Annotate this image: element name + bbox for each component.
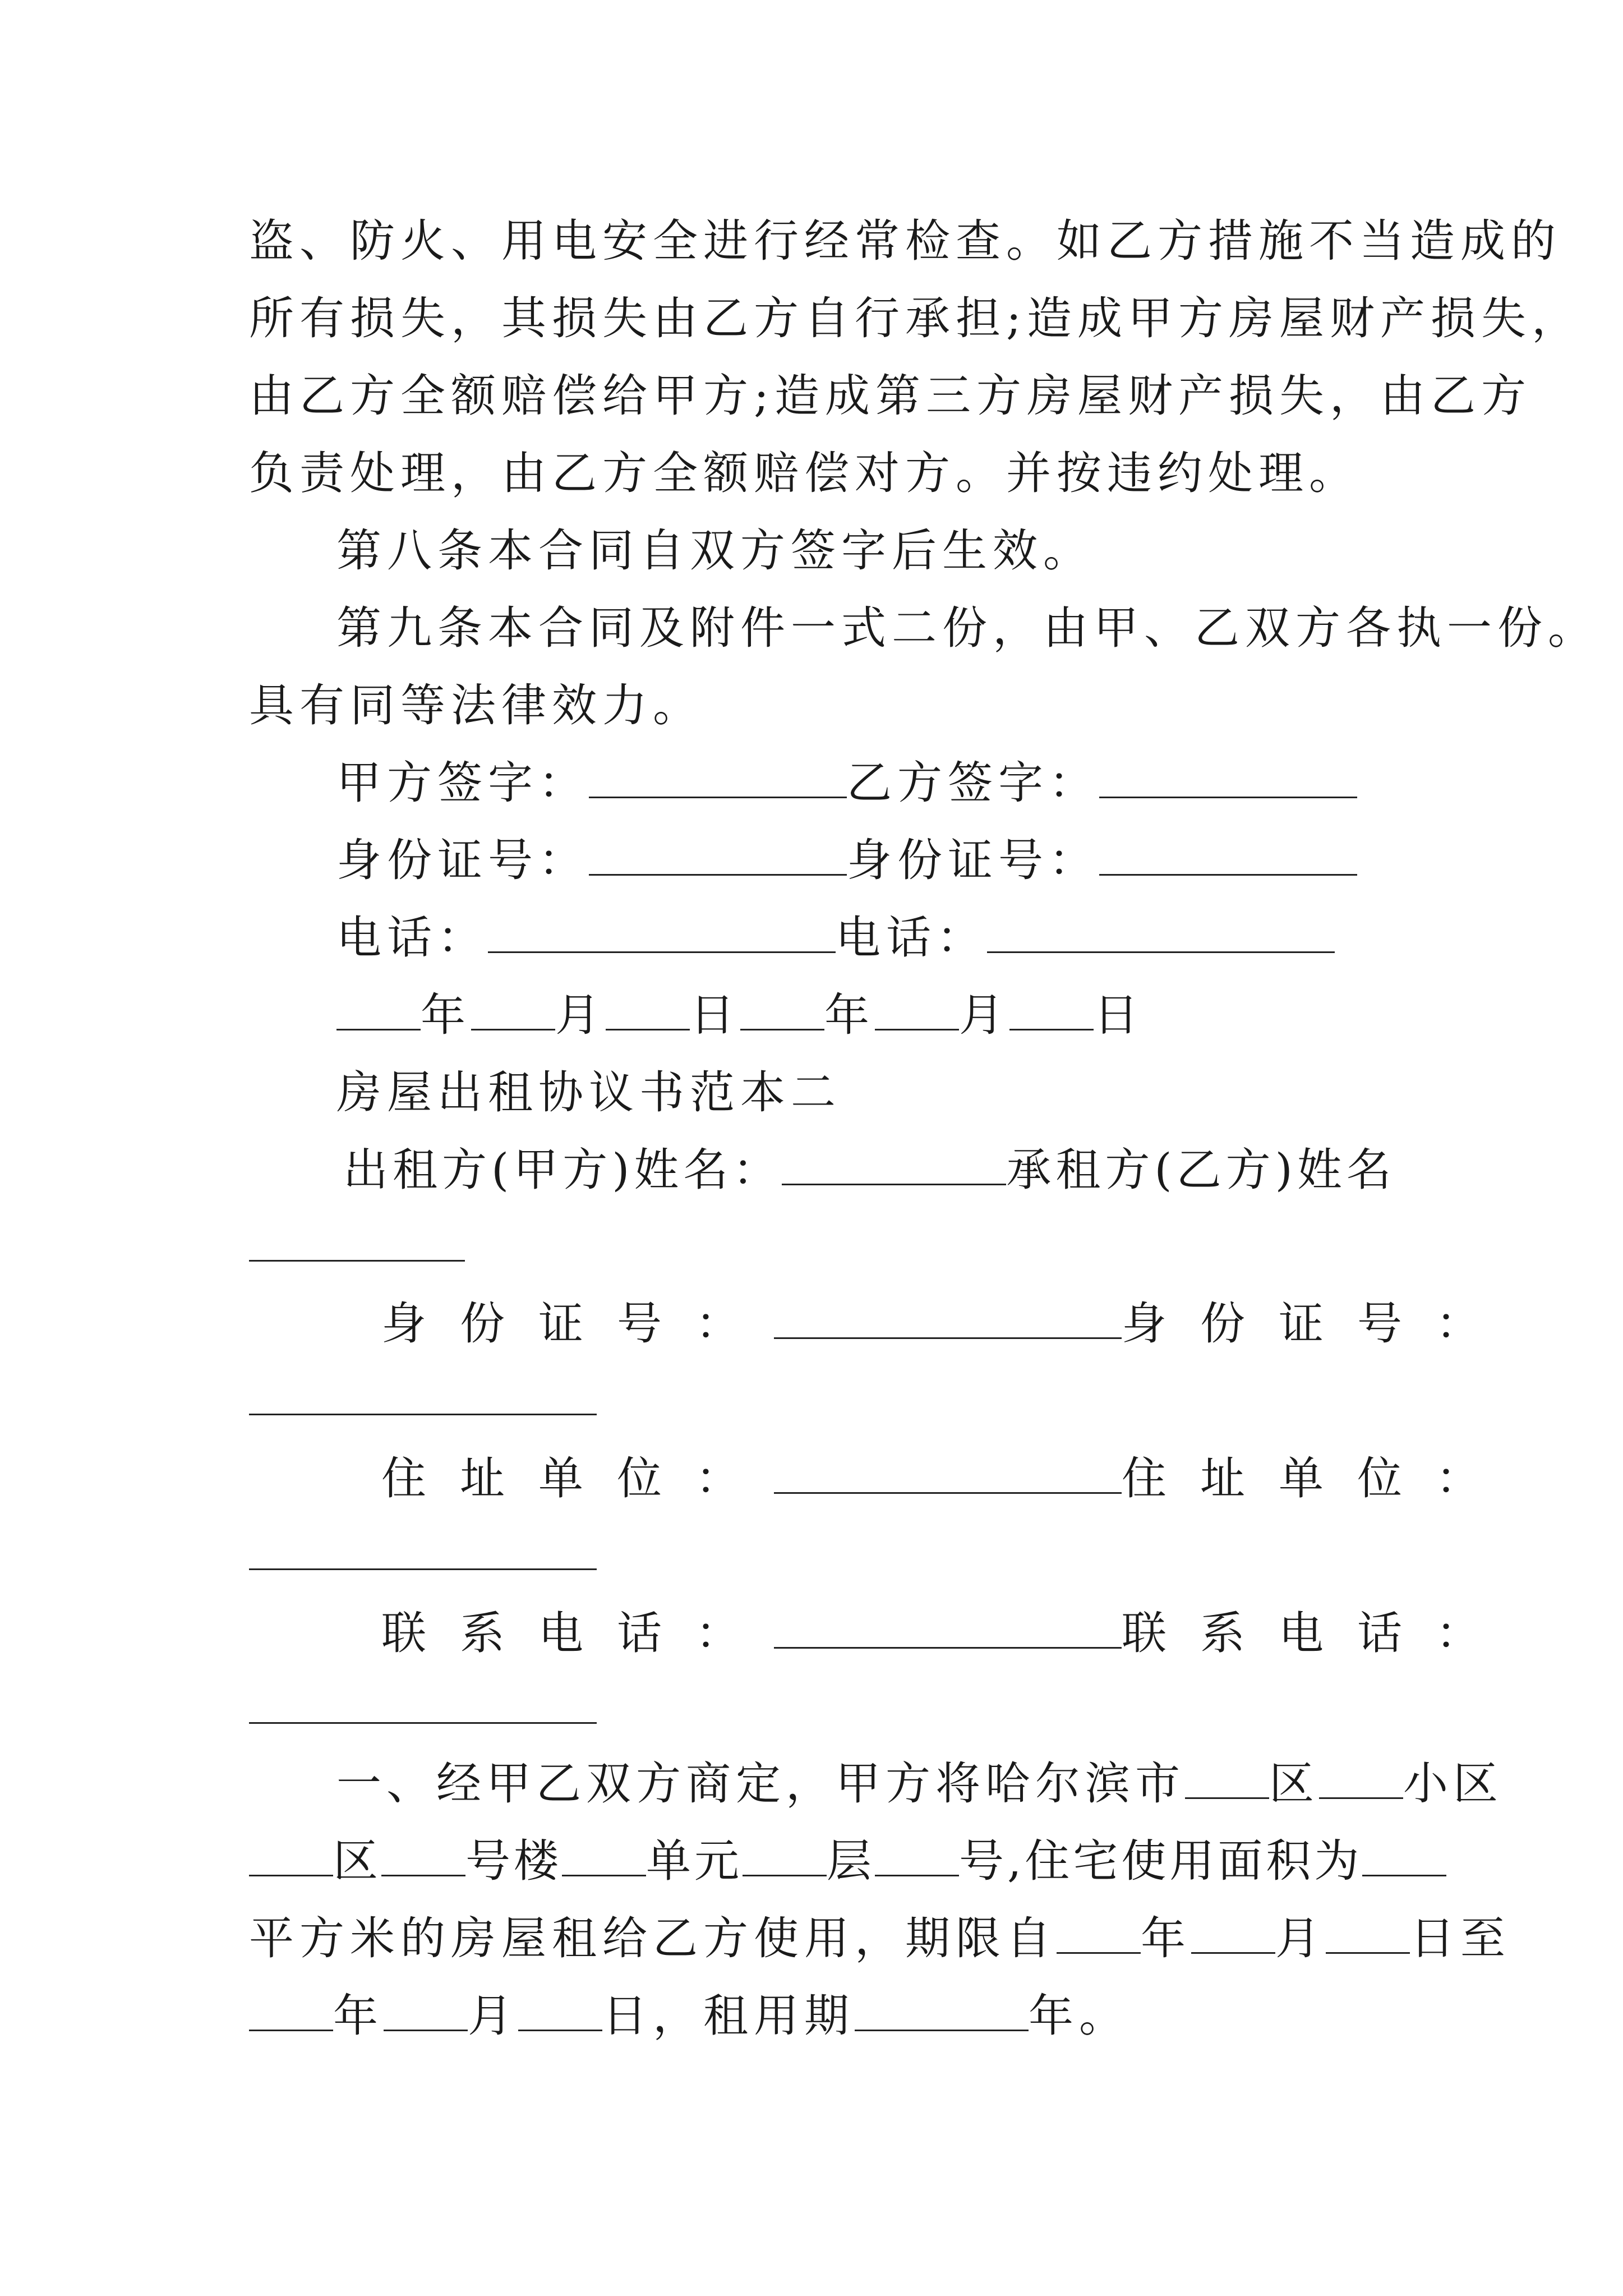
building-label: 号楼 [465, 1835, 562, 1887]
day-label: 日 [690, 989, 740, 1041]
id-blank-b[interactable] [249, 1414, 597, 1415]
phone-row-2 [381, 1605, 1514, 1662]
clause1-line [249, 1988, 1129, 2044]
years-label: 年。 [1029, 1990, 1129, 2042]
clause1-line [249, 1833, 1446, 1889]
unit-label: 单元 [646, 1835, 743, 1887]
term-blank[interactable] [855, 1988, 1029, 2031]
phone-label-a: 联系电话： [381, 1607, 774, 1659]
year-label: 年 [1141, 1912, 1191, 1964]
floor-label: 层 [827, 1835, 875, 1887]
area-blank[interactable] [1362, 1833, 1446, 1876]
blank[interactable] [1191, 1911, 1275, 1954]
day-label: 日，租用期 [602, 1990, 855, 2042]
district-label: 区 [333, 1835, 381, 1887]
clause1-line [249, 1911, 1511, 1967]
phone-row [336, 910, 1335, 966]
date-blank[interactable] [740, 987, 824, 1030]
date-row [336, 987, 1144, 1043]
clause1-text: 平方米的房屋租给乙方使用，期限自 [249, 1912, 1057, 1964]
month-label: 月 [1275, 1912, 1326, 1964]
id-b-label: 身份证号： [847, 834, 1099, 886]
blank[interactable] [1185, 1756, 1269, 1799]
date-blank[interactable] [471, 987, 555, 1030]
id-b-blank[interactable] [1099, 832, 1357, 876]
blank[interactable] [381, 1833, 465, 1876]
party-b-sign-label: 乙方签字： [847, 757, 1099, 809]
clause1-line [336, 1756, 1503, 1812]
address-blank-a[interactable] [774, 1451, 1122, 1494]
blank[interactable] [875, 1833, 959, 1876]
lessee-label: 承租方(乙方)姓名 [1006, 1144, 1396, 1196]
party-b-sign-blank[interactable] [1099, 755, 1357, 798]
article-9-line: 第九条本合同及附件一式二份，由甲、乙双方各执一份。 [336, 602, 1598, 654]
phone-a-label: 电话： [336, 912, 488, 964]
paragraph-line: 所有损失，其损失由乙方自行承担;造成甲方房屋财产损失， [249, 292, 1582, 344]
year-label: 年 [421, 989, 471, 1041]
address-blank-b[interactable] [249, 1568, 597, 1570]
id-blank-a[interactable] [774, 1296, 1122, 1339]
day-to-label: 日至 [1410, 1912, 1511, 1964]
date-blank[interactable] [606, 987, 690, 1030]
address-label-a: 住址单位： [381, 1452, 774, 1504]
lessee-name-blank[interactable] [249, 1260, 465, 1262]
party-a-sign-label: 甲方签字： [336, 757, 589, 809]
signature-row [336, 755, 1357, 811]
blank[interactable] [518, 1988, 602, 2031]
id-row [336, 832, 1357, 889]
blank[interactable] [1326, 1911, 1410, 1954]
month-label: 月 [959, 989, 1009, 1041]
month-label: 月 [555, 989, 606, 1041]
phone-label-b: 联系电话： [1122, 1607, 1514, 1659]
date-blank[interactable] [875, 987, 959, 1030]
clause1-text: 一、经甲乙双方商定，甲方将哈尔滨市 [336, 1757, 1185, 1810]
lessor-label: 出租方(甲方)姓名： [343, 1144, 782, 1196]
blank[interactable] [249, 1833, 333, 1876]
article-8: 第八条本合同自双方签字后生效。 [336, 524, 1094, 577]
community-label: 小区 [1403, 1757, 1503, 1810]
blank[interactable] [562, 1833, 646, 1876]
district-label: 区 [1269, 1757, 1319, 1810]
id-label-b: 身份证号： [1122, 1297, 1514, 1350]
address-label-b: 住址单位： [1122, 1452, 1514, 1504]
party-a-sign-blank[interactable] [589, 755, 847, 798]
lessor-name-blank[interactable] [782, 1142, 1006, 1185]
paragraph-line: 负责处理，由乙方全额赔偿对方。并按违约处理。 [249, 447, 1359, 499]
month-label: 月 [468, 1990, 518, 2042]
date-blank[interactable] [336, 987, 421, 1030]
blank[interactable] [1319, 1756, 1403, 1799]
address-row [381, 1451, 1514, 1507]
phone-blank-b[interactable] [249, 1722, 597, 1724]
paragraph-line: 由乙方全额赔偿给甲方;造成第三方房屋财产损失，由乙方 [249, 370, 1532, 422]
number-label: 号,住宅使用面积为 [959, 1835, 1363, 1887]
paragraph-line: 盗、防火、用电安全进行经常检查。如乙方措施不当造成的 [249, 215, 1561, 267]
phone-b-blank[interactable] [987, 910, 1335, 953]
article-9-line: 具有同等法律效力。 [249, 679, 703, 731]
lessor-row [343, 1142, 1396, 1198]
blank[interactable] [384, 1988, 468, 2031]
id-label-a: 身份证号： [381, 1297, 774, 1350]
day-label: 日 [1094, 989, 1144, 1041]
phone-b-label: 电话： [836, 912, 987, 964]
year-label: 年 [333, 1990, 384, 2042]
phone-blank-a[interactable] [774, 1605, 1122, 1649]
phone-a-blank[interactable] [488, 910, 836, 953]
date-blank[interactable] [1009, 987, 1094, 1030]
id-a-blank[interactable] [589, 832, 847, 876]
year-label: 年 [824, 989, 875, 1041]
id-a-label: 身份证号： [336, 834, 589, 886]
id-row-2 [381, 1296, 1514, 1352]
sample-title: 房屋出租协议书范本二 [336, 1066, 841, 1119]
blank[interactable] [1057, 1911, 1141, 1954]
blank[interactable] [249, 1988, 333, 2031]
blank[interactable] [743, 1833, 827, 1876]
